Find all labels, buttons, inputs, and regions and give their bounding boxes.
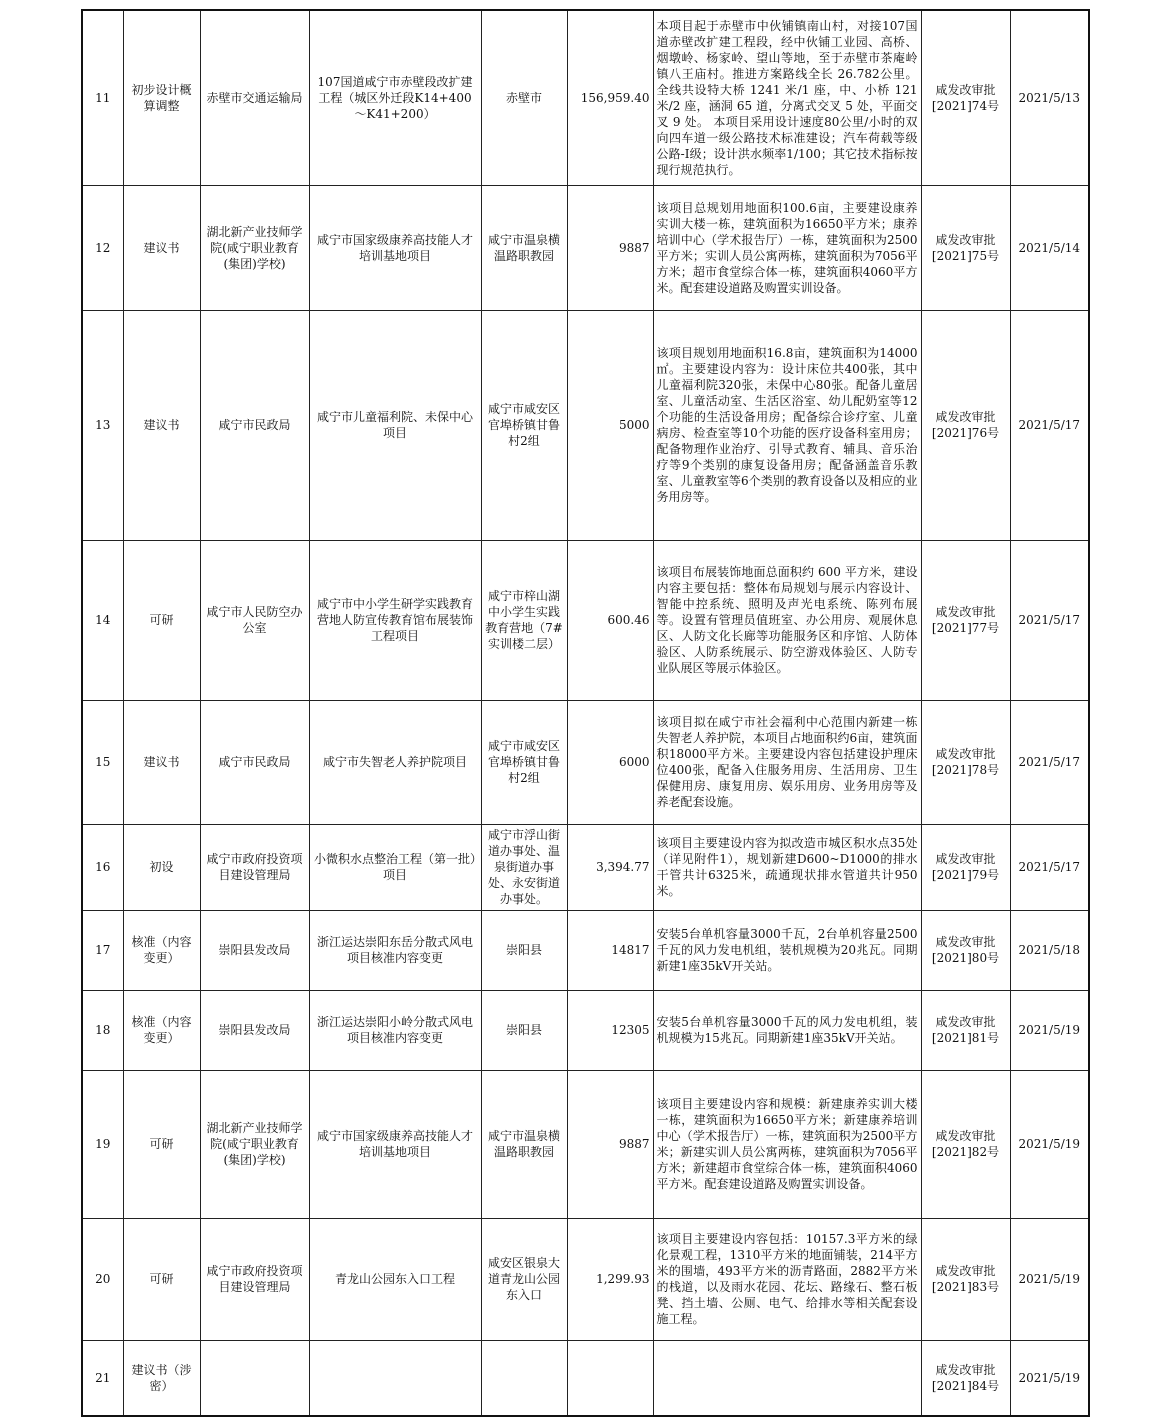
construction-content: 该项目主要建设内容为拟改造市城区积水点35处（详见附件1），规划新建D600~D1000的排水干管共计6325米，疏通现状排水管道共计950米。 — [653, 824, 921, 910]
construction-content: 该项目总规划用地面积100.6亩，主要建设康养实训大楼一栋，建筑面积为16650平方米；康养培训中心（学术报告厅）一栋，建筑面积为2500平方米；实训人员公寓两栋，建筑面积为7056平方米；超市食堂综合体一栋，建筑面积4060平方米。配套建设道路及购置实训设备。 — [653, 185, 921, 310]
project-name: 107国道咸宁市赤壁段改扩建工程（城区外迁段K14+400～K41+200） — [309, 10, 481, 185]
project-location: 崇阳县 — [481, 910, 567, 990]
applicant-unit: 咸宁市政府投资项目建设管理局 — [200, 824, 309, 910]
approval-type: 可研 — [123, 1218, 200, 1340]
project-location: 咸宁市温泉横温路职教园 — [481, 185, 567, 310]
table-row — [82, 540, 1089, 700]
row-number: 11 — [82, 10, 123, 185]
project-name: 咸宁市中小学生研学实践教育营地人防宣传教育馆布展装饰工程项目 — [309, 540, 481, 700]
investment-amount — [567, 1340, 653, 1416]
row-number: 16 — [82, 824, 123, 910]
row-number: 14 — [82, 540, 123, 700]
approval-type: 建议书 — [123, 310, 200, 540]
construction-content: 该项目拟在咸宁市社会福利中心范围内新建一栋失智老人养护院，本项目占地面积约6亩，建筑面积18000平方米。主要建设内容包括建设护理床位400张，配备入住服务用房、生活用房、卫生保健用房、康复用房、娱乐用房、业务用房等及养老配套设施。 — [653, 700, 921, 824]
approval-table — [81, 9, 1090, 1417]
approval-type: 核准（内容变更） — [123, 910, 200, 990]
construction-content: 该项目主要建设内容和规模：新建康养实训大楼一栋，建筑面积为16650平方米；新建康养培训中心（学术报告厅）一栋，建筑面积为2500平方米；新建实训人员公寓两栋，建筑面积为7056平方米；新建超市食堂综合体一栋，建筑面积4060平方米。配套建设道路及购置实训设备。 — [653, 1070, 921, 1218]
approval-document-number: 咸发改审批[2021]82号 — [921, 1070, 1010, 1218]
investment-amount: 156,959.40 — [567, 10, 653, 185]
project-location: 咸安区银泉大道青龙山公园东入口 — [481, 1218, 567, 1340]
construction-content: 安装5台单机容量3000千瓦，2台单机容量2500千瓦的风力发电机组，装机规模为20兆瓦。同期新建1座35kV开关站。 — [653, 910, 921, 990]
project-location: 咸宁市浮山街道办事处、温泉街道办事处、永安街道办事处。 — [481, 824, 567, 910]
approval-document-number: 咸发改审批[2021]76号 — [921, 310, 1010, 540]
row-number: 19 — [82, 1070, 123, 1218]
project-name: 小微积水点整治工程（第一批）项目 — [309, 824, 481, 910]
project-location: 咸宁市温泉横温路职教园 — [481, 1070, 567, 1218]
construction-content: 该项目布展装饰地面总面积约 600 平方米，建设内容主要包括：整体布局规划与展示内容设计、智能中控系统、照明及声光电系统、陈列布展等。设置有管理员值班室、办公用房、观展休息区、人防文化长廊等功能服务区和序馆、人防体验区、人防系统展示、防空游戏体验区、人防专业队展区等展示体验区。 — [653, 540, 921, 700]
project-location — [481, 1340, 567, 1416]
approval-type: 可研 — [123, 540, 200, 700]
table-body — [82, 10, 1089, 1416]
approval-type: 可研 — [123, 1070, 200, 1218]
applicant-unit: 咸宁市人民防空办公室 — [200, 540, 309, 700]
applicant-unit: 湖北新产业技师学院(咸宁职业教育(集团)学校) — [200, 1070, 309, 1218]
approval-date: 2021/5/18 — [1010, 910, 1089, 990]
approval-date: 2021/5/19 — [1010, 1070, 1089, 1218]
approval-type: 初步设计概算调整 — [123, 10, 200, 185]
investment-amount: 5000 — [567, 310, 653, 540]
project-name: 浙江运达崇阳小岭分散式风电项目核准内容变更 — [309, 990, 481, 1070]
project-name: 咸宁市失智老人养护院项目 — [309, 700, 481, 824]
approval-date: 2021/5/13 — [1010, 10, 1089, 185]
approval-date: 2021/5/19 — [1010, 990, 1089, 1070]
approval-document-number: 咸发改审批[2021]80号 — [921, 910, 1010, 990]
construction-content: 该项目主要建设内容包括：10157.3平方米的绿化景观工程，1310平方米的地面铺装，214平方米的围墙，493平方米的沥青路面，2882平方米的栈道，以及雨水花园、花坛、路缘石、整石板凳、挡土墙、公厕、电气、给排水等相关配套设施工程。 — [653, 1218, 921, 1340]
table-row — [82, 700, 1089, 824]
approval-type: 初设 — [123, 824, 200, 910]
approval-document-number: 咸发改审批[2021]79号 — [921, 824, 1010, 910]
project-name — [309, 1340, 481, 1416]
approval-date: 2021/5/17 — [1010, 824, 1089, 910]
investment-amount: 12305 — [567, 990, 653, 1070]
approval-document-number: 咸发改审批[2021]83号 — [921, 1218, 1010, 1340]
table-row — [82, 310, 1089, 540]
table-row — [82, 185, 1089, 310]
row-number: 13 — [82, 310, 123, 540]
applicant-unit: 崇阳县发改局 — [200, 910, 309, 990]
applicant-unit — [200, 1340, 309, 1416]
row-number: 20 — [82, 1218, 123, 1340]
investment-amount: 6000 — [567, 700, 653, 824]
table-row — [82, 824, 1089, 910]
project-name: 咸宁市国家级康养高技能人才培训基地项目 — [309, 1070, 481, 1218]
approval-date: 2021/5/14 — [1010, 185, 1089, 310]
investment-amount: 600.46 — [567, 540, 653, 700]
approval-date: 2021/5/17 — [1010, 700, 1089, 824]
construction-content: 安装5台单机容量3000千瓦的风力发电机组，装机规模为15兆瓦。同期新建1座35kV开关站。 — [653, 990, 921, 1070]
table-row — [82, 10, 1089, 185]
project-location: 崇阳县 — [481, 990, 567, 1070]
investment-amount: 3,394.77 — [567, 824, 653, 910]
approval-document-number: 咸发改审批[2021]78号 — [921, 700, 1010, 824]
project-location: 咸宁市咸安区官埠桥镇甘鲁村2组 — [481, 310, 567, 540]
approval-document-number: 咸发改审批[2021]74号 — [921, 10, 1010, 185]
approval-document-number: 咸发改审批[2021]84号 — [921, 1340, 1010, 1416]
project-name: 咸宁市国家级康养高技能人才培训基地项目 — [309, 185, 481, 310]
applicant-unit: 湖北新产业技师学院(咸宁职业教育(集团)学校) — [200, 185, 309, 310]
project-name: 青龙山公园东入口工程 — [309, 1218, 481, 1340]
table-row — [82, 1340, 1089, 1416]
row-number: 12 — [82, 185, 123, 310]
project-name: 浙江运达崇阳东岳分散式风电项目核准内容变更 — [309, 910, 481, 990]
table-row — [82, 1218, 1089, 1340]
table-row — [82, 990, 1089, 1070]
project-name: 咸宁市儿童福利院、未保中心项目 — [309, 310, 481, 540]
investment-amount: 14817 — [567, 910, 653, 990]
investment-amount: 9887 — [567, 185, 653, 310]
row-number: 17 — [82, 910, 123, 990]
approval-date: 2021/5/17 — [1010, 310, 1089, 540]
construction-content: 本项目起于赤壁市中伙铺镇南山村，对接107国道赤壁改扩建工程段，经中伙铺工业园、高桥、烟墩岭、杨家岭、望山等地，至于赤壁市茶庵岭镇八王庙村。推进方案路线全长 26.782公里。 全线共设特大桥 1241 米/1 座，中、小桥 121 米/2 座，涵洞 65 道，分离式交叉 5 处，平面交叉 9 处。 本项目采用设计速度80公里/小时的双向四车道一级公路技术标准建设；汽车荷载等级公路-Ⅰ级；设计洪水频率1/100；其它技术指标按现行规范执行。 — [653, 10, 921, 185]
applicant-unit: 咸宁市民政局 — [200, 310, 309, 540]
row-number: 18 — [82, 990, 123, 1070]
approval-document-number: 咸发改审批[2021]81号 — [921, 990, 1010, 1070]
applicant-unit: 咸宁市民政局 — [200, 700, 309, 824]
construction-content — [653, 1340, 921, 1416]
row-number: 21 — [82, 1340, 123, 1416]
project-location: 赤壁市 — [481, 10, 567, 185]
applicant-unit: 赤壁市交通运输局 — [200, 10, 309, 185]
approval-type: 核准（内容变更） — [123, 990, 200, 1070]
table-row — [82, 910, 1089, 990]
investment-amount: 9887 — [567, 1070, 653, 1218]
approval-type: 建议书 — [123, 700, 200, 824]
approval-document-number: 咸发改审批[2021]77号 — [921, 540, 1010, 700]
investment-amount: 1,299.93 — [567, 1218, 653, 1340]
approval-type: 建议书（涉密） — [123, 1340, 200, 1416]
project-location: 咸宁市咸安区官埠桥镇甘鲁村2组 — [481, 700, 567, 824]
applicant-unit: 咸宁市政府投资项目建设管理局 — [200, 1218, 309, 1340]
applicant-unit: 崇阳县发改局 — [200, 990, 309, 1070]
approval-document-number: 咸发改审批[2021]75号 — [921, 185, 1010, 310]
approval-date: 2021/5/19 — [1010, 1340, 1089, 1416]
row-number: 15 — [82, 700, 123, 824]
construction-content: 该项目规划用地面积16.8亩，建筑面积为14000㎡。主要建设内容为：设计床位共400张，其中儿童福利院320张，未保中心80张。配备儿童居室、儿童活动室、生活区浴室、幼儿配奶室等12个功能的生活设备用房；配备综合诊疗室、儿童病房、检查室等10个功能的医疗设备科室用房；配备物理作业治疗、引导式教育、辅具、音乐治疗等9个类别的康复设备用房；配备涵盖音乐教室、儿童教室等6个类别的教育设备以及相应的业务用房等。 — [653, 310, 921, 540]
project-location: 咸宁市梓山湖中小学生实践教育营地（7#实训楼二层） — [481, 540, 567, 700]
approval-date: 2021/5/19 — [1010, 1218, 1089, 1340]
approval-date: 2021/5/17 — [1010, 540, 1089, 700]
table-row — [82, 1070, 1089, 1218]
approval-type: 建议书 — [123, 185, 200, 310]
